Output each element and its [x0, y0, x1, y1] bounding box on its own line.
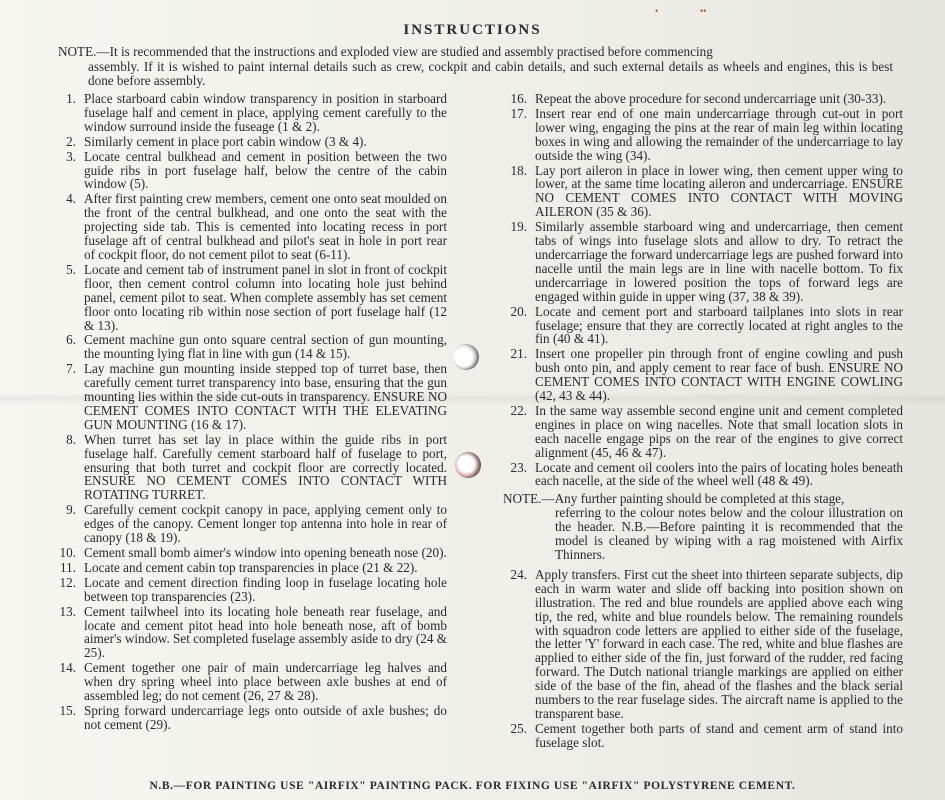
right-steps-b: [503, 568, 903, 750]
step-text: Locate and cement cabin top transparencies in place (21 & 22).: [84, 559, 418, 575]
step-number: 5.: [66, 261, 76, 277]
step-number: 25.: [510, 720, 527, 736]
step-text: After first painting crew members, cement one onto seat moulded on the front of the central bulkhead, and one onto the seat with the projecting side tab. This is cemented into locating recess in port fuselage aft of central bulkhead and pilot's seat in hole in port rear of cockpit floor, do not cement pilot to seat (6-11).: [84, 191, 447, 262]
right-steps-a: [503, 92, 903, 488]
instruction-step: [52, 546, 447, 560]
step-text: Carefully cement cockpit canopy in pace, applying cement only to edges of the canopy. Cement longer top antenna into hole in rear of canopy (18 & 19).: [84, 502, 447, 546]
step-text: Lay port aileron in place in lower wing, then cement upper wing to lower, at the same time locating aileron and undercarriage. ENSURE NO CEMENT COMES INTO CONTACT WITH MOVING AILERON (35 & 36).: [535, 162, 903, 220]
note-mid-rest: referring to the colour notes below and the colour illustration on the header. N.B.—Before painting it is recommended that the model is cleaned by wiping with a rag moistened with Airfix Thinners.: [555, 505, 903, 562]
instruction-step: [52, 576, 447, 604]
page-title: INSTRUCTIONS: [403, 22, 542, 38]
instruction-step: [503, 220, 903, 303]
step-number: 3.: [66, 148, 76, 164]
instruction-step: [503, 461, 903, 489]
step-text: Locate and cement oil coolers into the pairs of locating holes beneath each nacelle, at the side of the wheel well (48 & 49).: [535, 459, 903, 489]
left-column: [52, 92, 447, 733]
instruction-step: [503, 92, 903, 106]
step-text: Lay machine gun mounting inside stepped top of turret base, then carefully cement turret transparency into base, ensuring that the gun mounting lies within the side cut-outs in transparency. ENSURE NO CEMENT COMES INTO CONTACT WITH THE ELEVATING GUN MOUNTING (16 & 17).: [84, 361, 447, 432]
step-number: 23.: [510, 459, 527, 475]
step-text: Cement together both parts of stand and cement arm of stand into fuselage slot.: [535, 720, 903, 750]
step-number: 19.: [510, 219, 527, 235]
footer-note: N.B.—FOR PAINTING USE "AIRFIX" PAINTING PACK. FOR FIXING USE "AIRFIX" POLYSTYRENE CEMENT.: [149, 780, 796, 792]
note-mid-line1: NOTE.—Any further painting should be completed at this stage,: [503, 491, 845, 507]
punch-hole: [455, 452, 481, 478]
instruction-step: [52, 135, 447, 149]
step-text: Cement together one pair of main undercarriage leg halves and when dry spring wheel into place between axle bushes at end of assembled leg; do not cement (26, 27 & 28).: [84, 660, 447, 704]
step-text: Cement machine gun onto square central section of gun mounting, the mounting lying flat in line with gun (14 & 15).: [84, 332, 447, 362]
step-number: 16.: [510, 91, 527, 106]
instruction-step: [52, 704, 447, 732]
step-text: Repeat the above procedure for second undercarriage unit (30-33).: [535, 91, 887, 106]
step-number: 4.: [66, 191, 76, 207]
step-text: Locate and cement direction finding loop in fuselage locating hole between top transparencies (23).: [84, 574, 447, 604]
step-number: 9.: [66, 502, 76, 518]
step-number: 18.: [510, 162, 527, 178]
step-number: 7.: [66, 361, 76, 377]
step-text: Cement small bomb aimer's window into opening beneath nose (20).: [84, 545, 447, 560]
step-text: Cement tailwheel into its locating hole beneath rear fuselage, and locate and cement pitot head into hole beneath nose, aft of bomb aimer's window. Set completed fuselage assembly aside to dry (24 & 25).: [84, 603, 447, 661]
step-text: Insert rear end of one main undercarriage through cut-out in port lower wing, engaging the pins at the rear of main leg within locating boxes in wing and allowing the remainder of the undercarriage to lay outside the wing (34).: [535, 105, 903, 163]
step-number: 20.: [510, 303, 527, 319]
punch-hole: [453, 344, 479, 370]
instruction-step: [52, 192, 447, 262]
step-text: Locate central bulkhead and cement in position between the two guide ribs in port fuselage half, below the centre of the cabin window (5).: [84, 148, 447, 192]
instruction-step: [503, 347, 903, 403]
step-number: 14.: [59, 660, 76, 676]
note-top-rest: assembly. If it is wished to paint internal details such as crew, cockpit and cabin details, and such external details as wheels and engines, this is best done before assembly.: [88, 58, 893, 88]
step-number: 10.: [59, 545, 76, 560]
step-text: Insert one propeller pin through front of engine cowling and push bush onto pin, and apply cement to rear face of bush. ENSURE NO CEMENT COMES INTO CONTACT WITH ENGINE COWLING (42, 43 & 44).: [535, 346, 903, 404]
instruction-step: [503, 722, 903, 750]
step-text: Apply transfers. First cut the sheet into thirteen separate subjects, dip each in warm water and slide off backing into position shown on illustration. The red and blue roundels are applied above each wing tip, the red, white and blue roundels below. The remaining roundels with squadron code letters are applied to either side of the fuselage, the letter 'Y' forward in each case. The red, white and blue flashes are applied to either side of the fin, just forward of the rudder, red facing forward. The Dutch national triangle markings are applied on either side of the base of the fin, ahead of the flashes and the black serial numbers to the rear fuselage sides. The aircraft name is applied to the transparent base.: [535, 566, 903, 721]
step-number: 17.: [510, 105, 527, 121]
instruction-step: [52, 92, 447, 134]
instruction-step: [52, 362, 447, 432]
instruction-step: [52, 503, 447, 545]
instruction-step: [52, 561, 447, 575]
step-text: When turret has set lay in place within the guide ribs in port fuselage half. Carefully cement starboard half of fuselage to port, ensuring that both turret and cockpit floor are correctly located. ENSURE NO CEMENT COMES INTO CONTACT WITH ROTATING TURRET.: [84, 431, 447, 503]
instruction-step: [503, 107, 903, 163]
step-number: 1.: [66, 91, 76, 106]
right-column: [503, 92, 903, 751]
step-text: Place starboard cabin window transparency in position in starboard fuselage half and cement in place, applying cement carefully to the window surround inside the fuseage (1 & 2).: [84, 91, 447, 134]
step-number: 8.: [66, 431, 76, 447]
note-top: [58, 45, 893, 89]
instruction-step: [503, 305, 903, 347]
instruction-step: [52, 333, 447, 361]
instruction-step: [52, 433, 447, 503]
instruction-step: [52, 263, 447, 333]
instruction-step: [52, 605, 447, 661]
instruction-step: [503, 404, 903, 460]
instruction-step: [503, 164, 903, 220]
step-number: 24.: [510, 566, 527, 582]
step-text: In the same way assemble second engine unit and cement completed engines in place on wing nacelles. Note that small location slots in each nacelle engage pips on the rear of the engines to give correct alignment (45, 46 & 47).: [535, 402, 903, 460]
note-top-line1: —It is recommended that the instructions and exploded view are studied and assembly practised before commencing: [96, 44, 713, 59]
step-number: 2.: [66, 133, 76, 149]
step-number: 11.: [60, 559, 76, 575]
ink-mark: ••: [700, 6, 707, 16]
step-text: Similarly assemble starboard wing and undercarriage, then cement tabs of wings into fuselage slots and allow to dry. To retract the undercarriage the forward undercarriage legs are pushed forward into nacelle until the main legs are in line with nacelle bottom. To fix undercarriage in lowered position the tops of forward legs are engaged within guide in upper wing (37, 38 & 39).: [535, 219, 903, 304]
step-number: 21.: [510, 346, 527, 362]
note-top-label: NOTE.: [58, 44, 97, 59]
instruction-step: [503, 568, 903, 721]
step-number: 6.: [66, 332, 76, 348]
step-number: 22.: [510, 402, 527, 418]
instruction-step: [52, 150, 447, 192]
step-text: Locate and cement tab of instrument panel in slot in front of cockpit floor, then cement control column into locating hole just behind panel, cement pilot to seat. When complete assembly has set cement floor onto locating rib within nose section of port fuselage half (12 & 13).: [84, 261, 447, 333]
instruction-step: [52, 661, 447, 703]
step-text: Spring forward undercarriage legs onto outside of axle bushes; do not cement (29).: [84, 702, 447, 732]
step-number: 15.: [59, 702, 76, 718]
step-text: Similarly cement in place port cabin window (3 & 4).: [84, 133, 367, 149]
note-mid: [503, 492, 903, 562]
ink-mark: •: [655, 6, 659, 16]
step-number: 12.: [59, 574, 76, 590]
step-text: Locate and cement port and starboard tailplanes into slots in rear fuselage; ensure that they are correctly located at right angles to the fin (40 & 41).: [535, 303, 903, 347]
step-number: 13.: [59, 603, 76, 619]
